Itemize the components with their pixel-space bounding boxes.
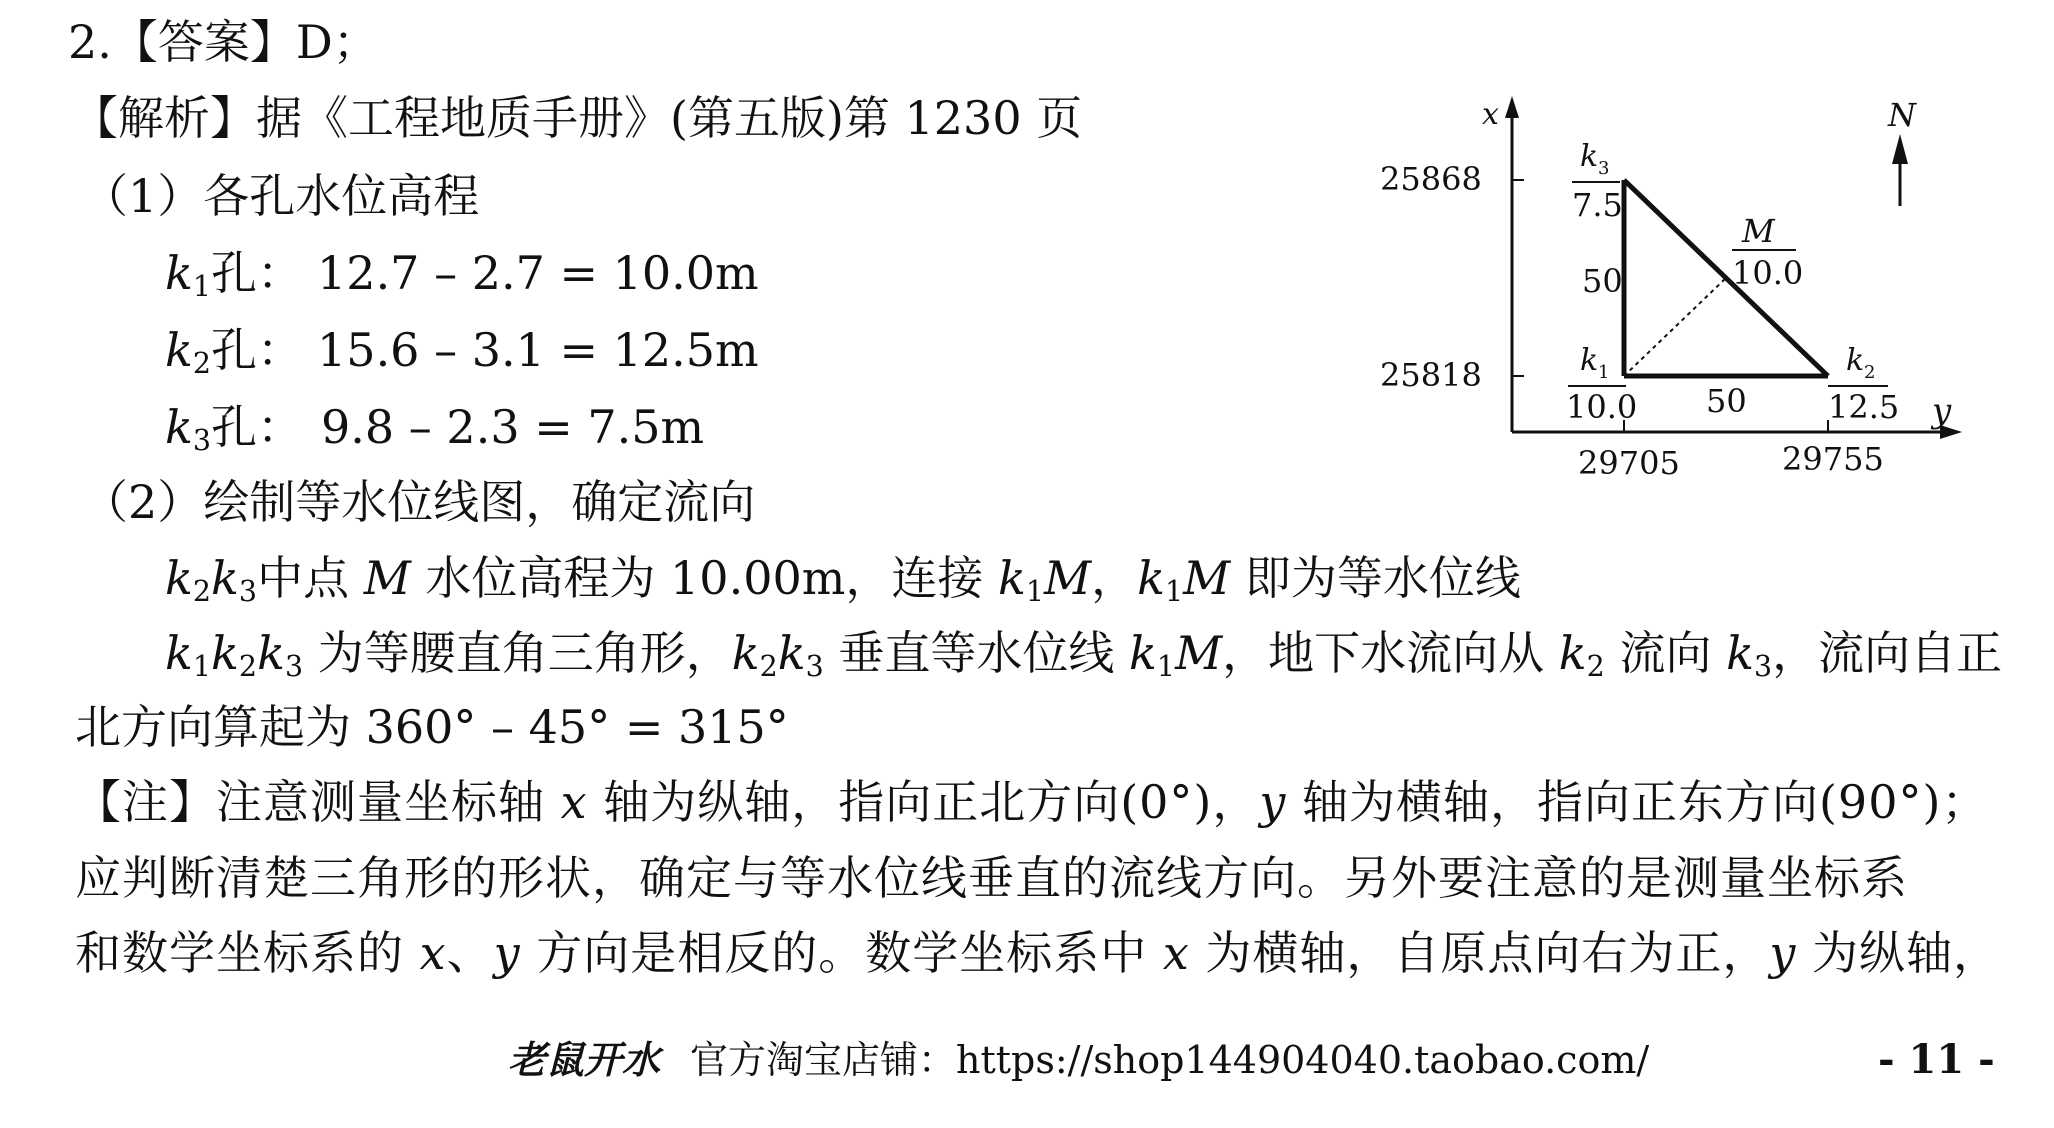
- svg-text:12.5: 12.5: [1828, 388, 1900, 426]
- x-axis-arrow: [1505, 96, 1519, 118]
- note-line-1: 【注】注意测量坐标轴 x 轴为纵轴，指向正北方向(0°)，y 轴为横轴，指向正东方向(90°)；: [75, 775, 1989, 829]
- side-length-horizontal: 50: [1706, 382, 1747, 420]
- note-line-2: 应判断清楚三角形的形状，确定与等水位线垂直的流线方向。另外要注意的是测量坐标系: [75, 851, 1908, 905]
- svg-text:10.0: 10.0: [1566, 388, 1638, 426]
- well-k3-expression: 9.8 – 2.3 = 7.5m: [321, 400, 705, 454]
- point-label-k1: [1566, 343, 1637, 426]
- x-axis-label: x: [1482, 97, 1499, 132]
- note-line-3: 和数学坐标系的 x、y 方向是相反的。数学坐标系中 x 为横轴，自原点向右为正，y 为纵轴，: [75, 926, 2001, 980]
- well-k3-line: $k_3$孔： 9.8 – 2.3 = 7.5m: [165, 400, 705, 458]
- svg-text:k: k: [1580, 139, 1599, 174]
- svg-text:2: 2: [1864, 362, 1876, 383]
- svg-text:k: k: [1580, 343, 1599, 378]
- x-tick-label: 25818: [1380, 356, 1482, 394]
- step1-title: [82, 166, 479, 226]
- side-length-vertical: 50: [1582, 262, 1623, 300]
- contour-line-k1-M: [1624, 278, 1726, 376]
- point-label-k3: [1572, 139, 1623, 224]
- answer-text: 2.【答案】D；: [68, 15, 379, 69]
- page-number: - 11 -: [1878, 1036, 1995, 1083]
- point-label-k2: [1828, 343, 1899, 426]
- analysis-header: [72, 88, 1082, 148]
- step1-title-text: （1）各孔水位高程: [82, 169, 480, 223]
- y-axis-label: y: [1932, 391, 1952, 431]
- well-k2-expression: 15.6 – 3.1 = 12.5m: [317, 323, 759, 377]
- step2-title-text: （2）绘制等水位线图，确定流向: [82, 475, 756, 529]
- well-k1-line: $k_1$孔： 12.7 – 2.7 = 10.0m: [165, 246, 759, 304]
- svg-text:7.5: 7.5: [1572, 186, 1623, 224]
- north-arrow-icon: [1892, 134, 1908, 164]
- answer-line: [68, 12, 379, 72]
- well-k2-line: $k_2$孔： 15.6 – 3.1 = 12.5m: [165, 323, 759, 381]
- x-tick-label: 25868: [1380, 160, 1482, 198]
- svg-text:10.0: 10.0: [1732, 254, 1804, 292]
- north-label: N: [1888, 96, 1916, 134]
- svg-text:k: k: [1846, 343, 1865, 378]
- north-arrow: [1887, 96, 1917, 206]
- footer-brand: 老鼠开水: [508, 1037, 661, 1082]
- water-level-diagram: [1380, 92, 2000, 492]
- paragraph-azimuth: 北方向算起为 360° – 45° = 315°: [75, 700, 789, 754]
- y-tick-label: 29705: [1578, 444, 1680, 482]
- footer-shop-link[interactable]: 官方淘宝店铺：https://shop144904040.taobao.com/: [690, 1038, 1650, 1082]
- svg-text:1: 1: [1598, 362, 1610, 383]
- analysis-header-text: 【解析】据《工程地质手册》(第五版)第 1230 页: [72, 91, 1083, 145]
- svg-text:M: M: [1742, 212, 1775, 250]
- y-tick-label: 29755: [1782, 440, 1884, 478]
- paragraph-triangle: $k_1k_2k_3$ 为等腰直角三角形，$k_2k_3$ 垂直等水位线 $k_1M$，地下水流向从 $k_2$ 流向 $k_3$，流向自正: [165, 626, 2003, 684]
- step2-title: [82, 472, 755, 532]
- paragraph-midpoint: $k_2k_3$中点 M 水位高程为 10.00m，连接 $k_1M$，$k_1M$ 即为等水位线: [165, 551, 1521, 609]
- svg-text:3: 3: [1598, 158, 1610, 179]
- well-k1-expression: 12.7 – 2.7 = 10.0m: [317, 246, 759, 300]
- point-label-M: [1732, 212, 1803, 292]
